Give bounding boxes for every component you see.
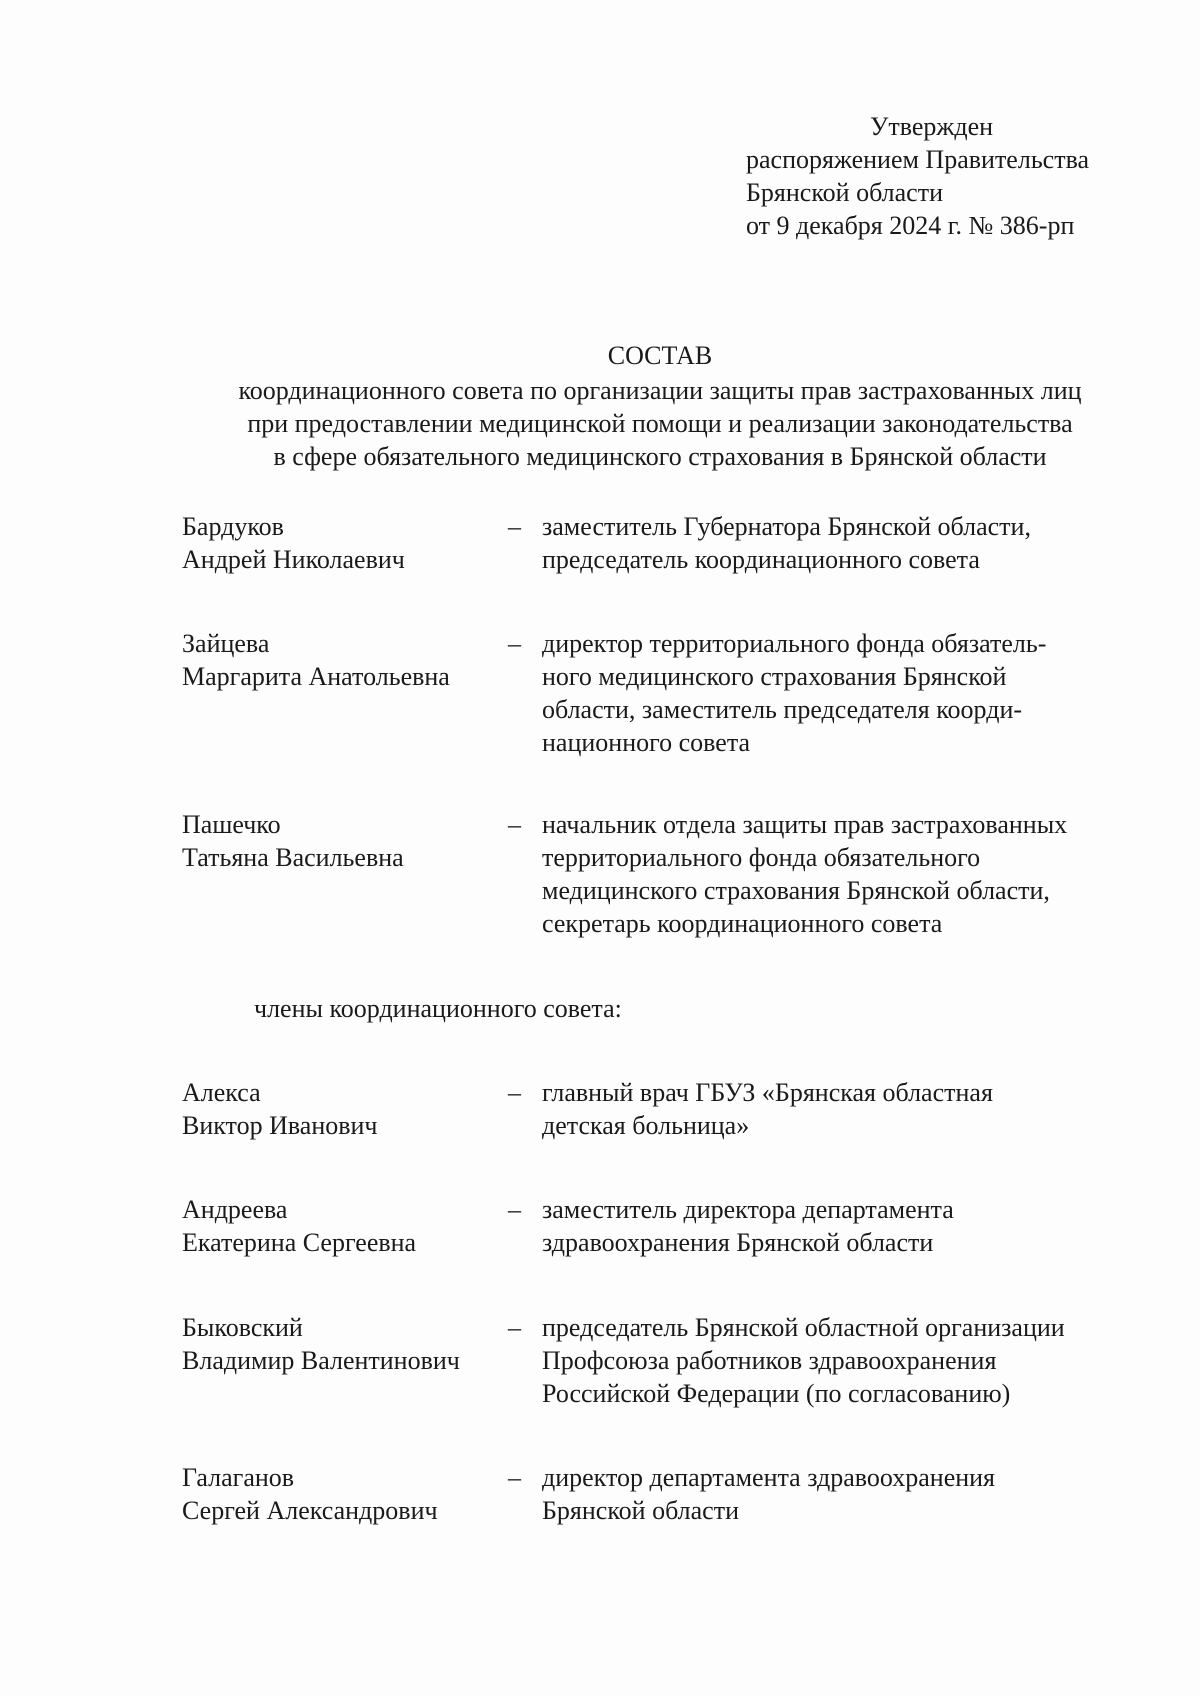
person-surname: Быковский	[182, 1313, 303, 1342]
title-line: в сфере обязательного медицинского страхования в Брянской области	[273, 442, 1047, 471]
dash-separator: –	[508, 1078, 521, 1107]
person-name	[182, 1193, 492, 1259]
person-name	[182, 808, 492, 874]
approval-line: Утвержден	[870, 112, 994, 141]
role-line: территориального фонда обязательного	[542, 843, 981, 872]
role-line: ного медицинского страхования Брянской	[542, 662, 1007, 691]
person-surname: Пашечко	[182, 810, 281, 839]
role-line: председатель Брянской областной организации	[542, 1313, 1065, 1342]
role-line: секретарь координационного совета	[542, 909, 943, 938]
person-role	[542, 1461, 995, 1527]
person-given-names: Сергей Александрович	[182, 1496, 438, 1525]
dash-separator: –	[508, 1463, 521, 1492]
person-name	[182, 510, 492, 576]
dash-separator: –	[508, 1313, 521, 1342]
role-line: главный врач ГБУЗ «Брянская областная	[542, 1078, 993, 1107]
person-role	[542, 627, 1046, 759]
role-line: директор территориального фонда обязатель-	[542, 629, 1047, 658]
person-role	[542, 1193, 954, 1259]
approval-line: распоряжением Правительства	[746, 145, 1090, 174]
title-heading: СОСТАВ	[607, 341, 713, 370]
person-given-names: Виктор Иванович	[182, 1111, 378, 1140]
dash-separator: –	[508, 512, 521, 541]
role-line: медицинского страхования Брянской области,	[542, 876, 1050, 905]
person-role	[542, 1311, 1065, 1410]
approval-line: Брянской области	[746, 178, 943, 207]
person-surname: Андреева	[182, 1195, 288, 1224]
person-surname: Алекса	[182, 1078, 261, 1107]
dash-separator: –	[508, 1195, 521, 1224]
role-line: директор департамента здравоохранения	[542, 1463, 996, 1492]
person-given-names: Маргарита Анатольевна	[182, 662, 450, 691]
person-name	[182, 1461, 492, 1527]
person-role	[542, 808, 1067, 940]
role-line: Российской Федерации (по согласованию)	[542, 1379, 1011, 1408]
person-given-names: Екатерина Сергеевна	[182, 1228, 417, 1257]
person-given-names: Владимир Валентинович	[182, 1346, 460, 1375]
role-line: детская больница»	[542, 1111, 750, 1140]
person-given-names: Андрей Николаевич	[182, 545, 405, 574]
person-role	[542, 510, 1031, 576]
role-line: национного совета	[542, 728, 751, 757]
approval-stamp-block	[746, 110, 1089, 242]
role-line: Профсоюза работников здравоохранения	[542, 1346, 997, 1375]
person-surname: Бардуков	[182, 512, 284, 541]
role-line: здравоохранения Брянской области	[542, 1228, 934, 1257]
person-name	[182, 1311, 492, 1377]
role-line: начальник отдела защиты прав застрахованных	[542, 810, 1068, 839]
document-title	[0, 338, 1200, 473]
role-line: области, заместитель председателя коорди-	[542, 695, 1023, 724]
person-given-names: Татьяна Васильевна	[182, 843, 404, 872]
approval-line: от 9 декабря 2024 г. № 386-рп	[746, 211, 1075, 240]
person-name	[182, 1076, 492, 1142]
person-surname: Зайцева	[182, 629, 270, 658]
role-line: заместитель директора департамента	[542, 1195, 954, 1224]
role-line: Брянской области	[542, 1496, 739, 1525]
person-role	[542, 1076, 993, 1142]
title-line: при предоставлении медицинской помощи и реализации законодательства	[247, 409, 1073, 438]
role-line: заместитель Губернатора Брянской области,	[542, 512, 1031, 541]
dash-separator: –	[508, 629, 521, 658]
dash-separator: –	[508, 810, 521, 839]
role-line: председатель координационного совета	[542, 545, 980, 574]
person-surname: Галаганов	[182, 1463, 295, 1492]
title-line: координационного совета по организации защиты прав застрахованных лиц	[238, 376, 1082, 405]
person-name	[182, 627, 492, 693]
members-heading: члены координационного совета:	[254, 994, 622, 1023]
